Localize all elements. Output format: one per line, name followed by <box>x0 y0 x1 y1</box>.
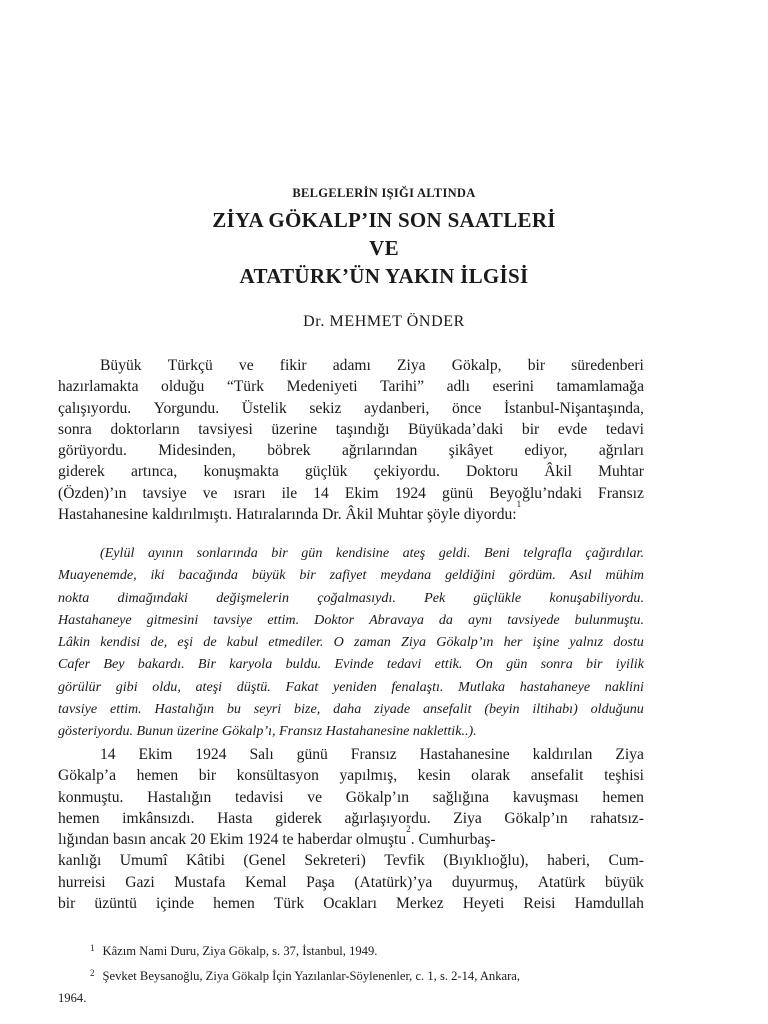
text-line: görüyordu. Midesinden, böbrek ağrılarından şikâyet ediyor, ağrıları <box>58 442 644 460</box>
text-line: lığından basın ancak 20 Ekim 1924 te haberdar olmuştu 2 . Cumhurbaş- <box>58 829 644 850</box>
text-line: 14 Ekim 1924 Salı günü Fransız Hastahanesine kaldırılan Ziya <box>100 746 644 763</box>
quoted-passage <box>58 542 644 743</box>
paragraph-1 <box>58 355 644 525</box>
footnote-2: $^2$ Şevket Beysanoğlu, Ziya Gökalp İçin Yazılanlar-Söylenenler, c. 1, s. 2-14, Ankara, <box>90 968 521 983</box>
quote-line: Hastahaneye gitmesini tavsiye ettim. Doktor Abravaya da aynı tavsiyede bulunmuştu. <box>58 611 644 628</box>
section-kicker: BELGELERİN IŞIĞI ALTINDA <box>292 186 476 200</box>
footnote-ref: 2 <box>406 824 411 835</box>
title-line: ATATÜRK’ÜN YAKIN İLGİSİ <box>239 264 529 288</box>
quote-line: Cafer Bey bakardı. Bir karyola buldu. Evinde tedavi ettik. On gün sonra bir iyilik <box>58 656 644 673</box>
text-line: konmuştu. Hastalığın tedavisi ve Gökalp’ın sağlığına kavuşması hemen <box>58 788 644 806</box>
title-line: ZİYA GÖKALP’IN SON SAATLERİ <box>212 208 556 232</box>
article-title <box>0 206 768 290</box>
text-line: hemen imkânsızdı. Hasta giderek ağırlaşıyordu. Ziya Gökalp’ın rahatsız- <box>58 809 644 827</box>
quote-line: tavsiye ettim. Hastalığın bu seyri bize, daha ziyade ansefalit (beyin iltihabı) olduğunu <box>58 701 644 718</box>
text-line: (Özden)’ın tavsiye ve ısrarı ile 14 Ekim 1924 günü Beyoğlu’ndaki Fransız <box>58 484 644 502</box>
quote-line: gösteriyordu. Bunun üzerine Gökalp’ı, Fransız Hastahanesine naklettik..). <box>58 723 477 740</box>
text-line: Hastahanesine kaldırılmıştı. Hatıralarında Dr. Âkil Muhtar şöyle diyordu: 1 <box>58 504 644 525</box>
title-line: VE <box>369 236 399 260</box>
text-line: sonra doktorların tavsiyesi üzerine taşındığı Büyükada’daki bir evde tedavi <box>58 420 644 438</box>
author-name: Dr. MEHMET ÖNDER <box>303 313 465 330</box>
text-line: kanlığı Umumî Kâtibi (Genel Sekreteri) Tevfik (Bıyıklıoğlu), haberi, Cum- <box>58 852 644 870</box>
footnotes <box>58 937 644 1009</box>
text-line: giderek artınca, konuşmakta güçlük çekiyordu. Doktoru Âkil Muhtar <box>58 463 644 481</box>
quote-line: Muayenemde, iki bacağında büyük bir zafiyet meydana geldiğini gördüm. Asıl mühim <box>58 567 644 584</box>
quote-line: görülür gibi oldu, ateşi düştü. Fakat yeniden fenalaştı. Mutlaka hastahaneye naklini <box>58 678 644 695</box>
paragraph-2 <box>58 744 644 914</box>
footnote-ref: 1 <box>516 499 522 510</box>
text-line: hurreisi Gazi Mustafa Kemal Paşa (Atatürk)’ya duyurmuş, Atatürk büyük <box>58 873 644 891</box>
text-line: hazırlamakta olduğu “Türk Medeniyeti Tarihi” adlı eserini tamamlamağa <box>58 378 644 396</box>
text-line: çalışıyordu. Yorgundu. Üstelik sekiz aydanberi, önce İstanbul-Nişantaşında, <box>58 399 644 417</box>
quote-line: Lâkin kendisi de, eşi de kabul etmediler. O zaman Ziya Gökalp’ın her işine yalnız dostu <box>58 634 644 651</box>
text-line: Büyük Türkçü ve fikir adamı Ziya Gökalp, bir süredenberi <box>100 357 644 374</box>
quote-line: (Eylül ayının sonlarında bir gün kendisine ateş geldi. Beni telgrafla çağırdılar. <box>100 545 644 561</box>
footnote-2-continuation: 1964. <box>58 991 87 1005</box>
footnote-1: $^1$ Kâzım Nami Duru, Ziya Gökalp, s. 37, İstanbul, 1949. <box>90 943 378 958</box>
text-line: Gökalp’a hemen bir konsültasyon yapılmış, kesin olarak ansefalit teşhisi <box>58 767 644 785</box>
text-line: bir üzüntü içinde hemen Türk Ocakları Merkez Heyeti Reisi Hamdullah <box>58 895 644 913</box>
quote-line: nokta dimağındaki değişmelerin çoğalmasıydı. Pek güçlükle konuşabiliyordu. <box>58 589 644 606</box>
